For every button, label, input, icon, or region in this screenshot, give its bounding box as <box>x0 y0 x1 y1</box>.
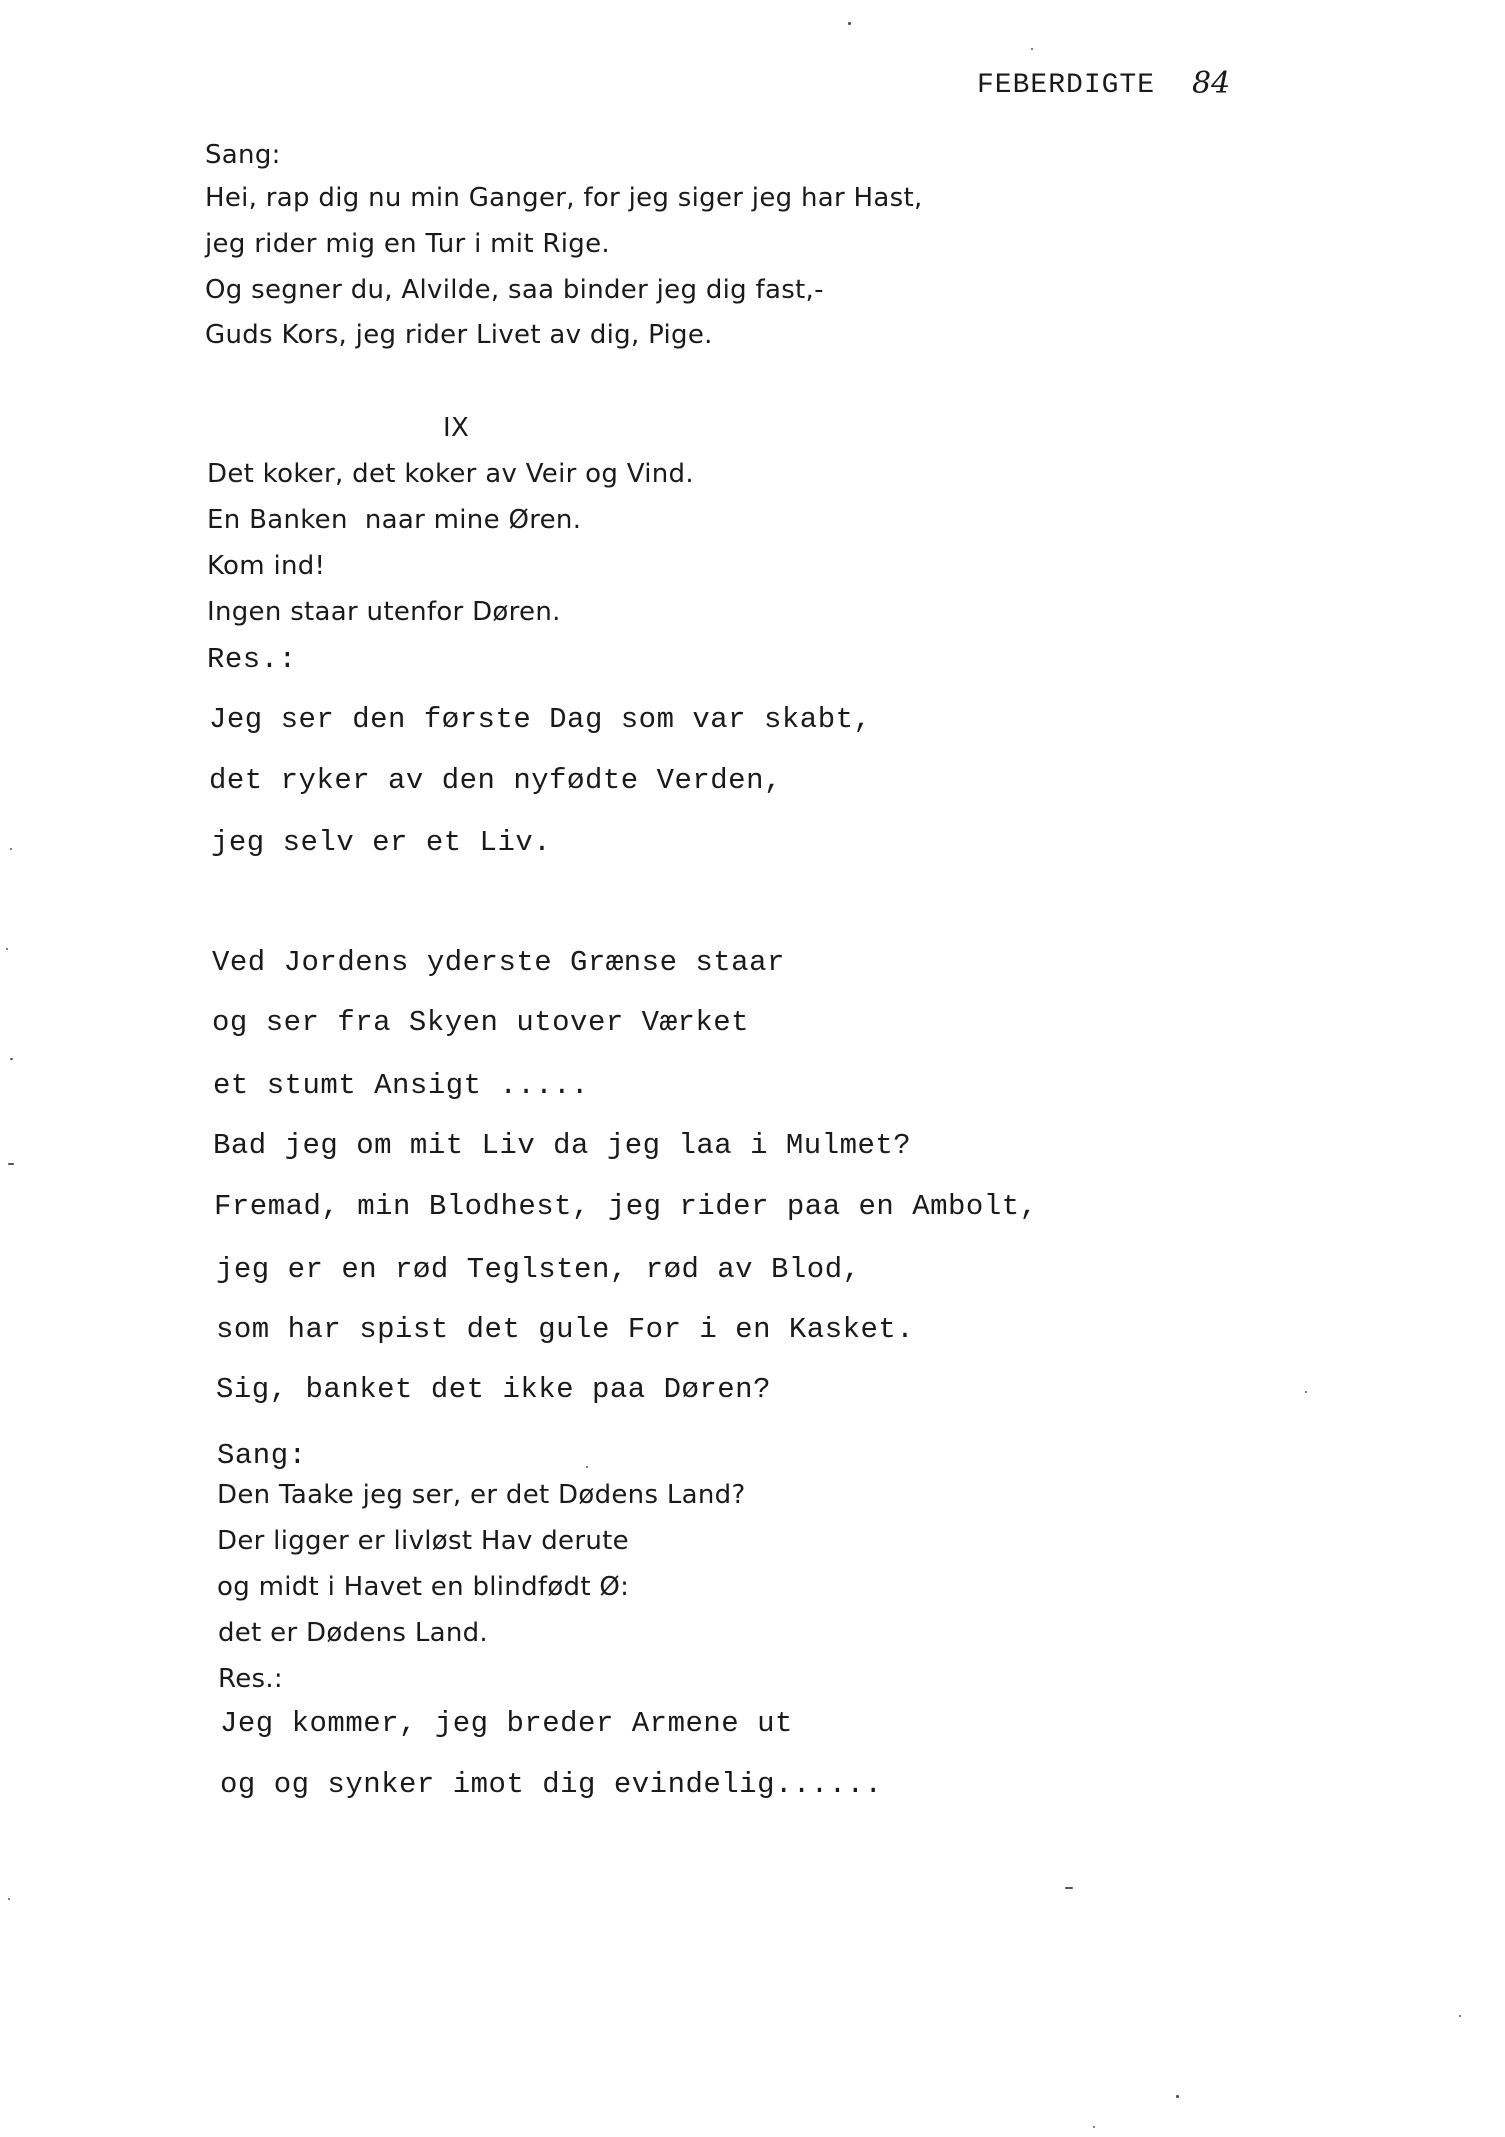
scan-speck <box>1305 1391 1307 1393</box>
verse-line: Ingen staar utenfor Døren. <box>207 597 561 627</box>
scan-speck <box>6 948 8 950</box>
verse-line: Den Taake jeg ser, er det Dødens Land? <box>217 1480 746 1510</box>
verse-line: En Banken naar mine Øren. <box>207 505 582 535</box>
page-number: 84 <box>1192 66 1231 101</box>
verse-line: Det koker, det koker av Veir og Vind. <box>207 459 694 489</box>
verse-line: Fremad, min Blodhest, jeg rider paa en Ambolt, <box>214 1190 1038 1223</box>
verse-line: det er Dødens Land. <box>218 1618 488 1648</box>
verse-line: Ved Jordens yderste Grænse staar <box>212 946 785 979</box>
verse-line: og midt i Havet en blindfødt Ø: <box>217 1572 630 1602</box>
scan-speck <box>586 1466 588 1468</box>
scan-speck <box>1459 2015 1461 2017</box>
verse-line: et stumt Ansigt ..... <box>213 1069 589 1102</box>
scan-speck <box>8 1898 10 1900</box>
verse-line: Hei, rap dig nu min Ganger, for jeg siger jeg har Hast, <box>205 183 923 213</box>
verse-line: Kom ind! <box>207 551 326 581</box>
scan-speck <box>1065 1887 1073 1889</box>
scan-speck <box>10 1058 13 1060</box>
scan-speck <box>10 848 12 850</box>
page-header-title: FEBERDIGTE <box>977 70 1156 101</box>
verse-line: jeg selv er et Liv. <box>211 826 552 859</box>
verse-line: Og segner du, Alvilde, saa binder jeg dig fast,- <box>205 275 824 305</box>
scan-speck <box>8 1163 14 1165</box>
verse-line: og ser fra Skyen utover Værket <box>212 1006 750 1039</box>
scan-speck <box>1176 2095 1179 2098</box>
sang-label: Sang: <box>205 140 281 170</box>
verse-line: Jeg kommer, jeg breder Armene ut <box>220 1707 793 1740</box>
verse-line: og og synker imot dig evindelig...... <box>220 1768 883 1801</box>
scan-speck <box>1093 2126 1095 2128</box>
verse-line: Sig, banket det ikke paa Døren? <box>216 1373 771 1406</box>
verse-line: Der ligger er livløst Hav derute <box>217 1526 629 1556</box>
scan-speck <box>848 22 851 25</box>
verse-line: Guds Kors, jeg rider Livet av dig, Pige. <box>205 320 713 350</box>
verse-line: det ryker av den nyfødte Verden, <box>209 764 782 797</box>
verse-line: Bad jeg om mit Liv da jeg laa i Mulmet? <box>213 1129 912 1162</box>
verse-line: jeg er en rød Teglsten, rød av Blod, <box>216 1253 861 1286</box>
sang-label: Sang: <box>217 1439 307 1472</box>
verse-line: jeg rider mig en Tur i mit Rige. <box>205 229 610 259</box>
res-label: Res.: <box>207 643 297 676</box>
section-numeral: IX <box>443 413 470 443</box>
verse-line: Jeg ser den første Dag som var skabt, <box>209 703 872 736</box>
verse-line: som har spist det gule For i en Kasket. <box>216 1313 915 1346</box>
scan-speck <box>1031 48 1033 50</box>
res-label: Res.: <box>218 1664 283 1694</box>
